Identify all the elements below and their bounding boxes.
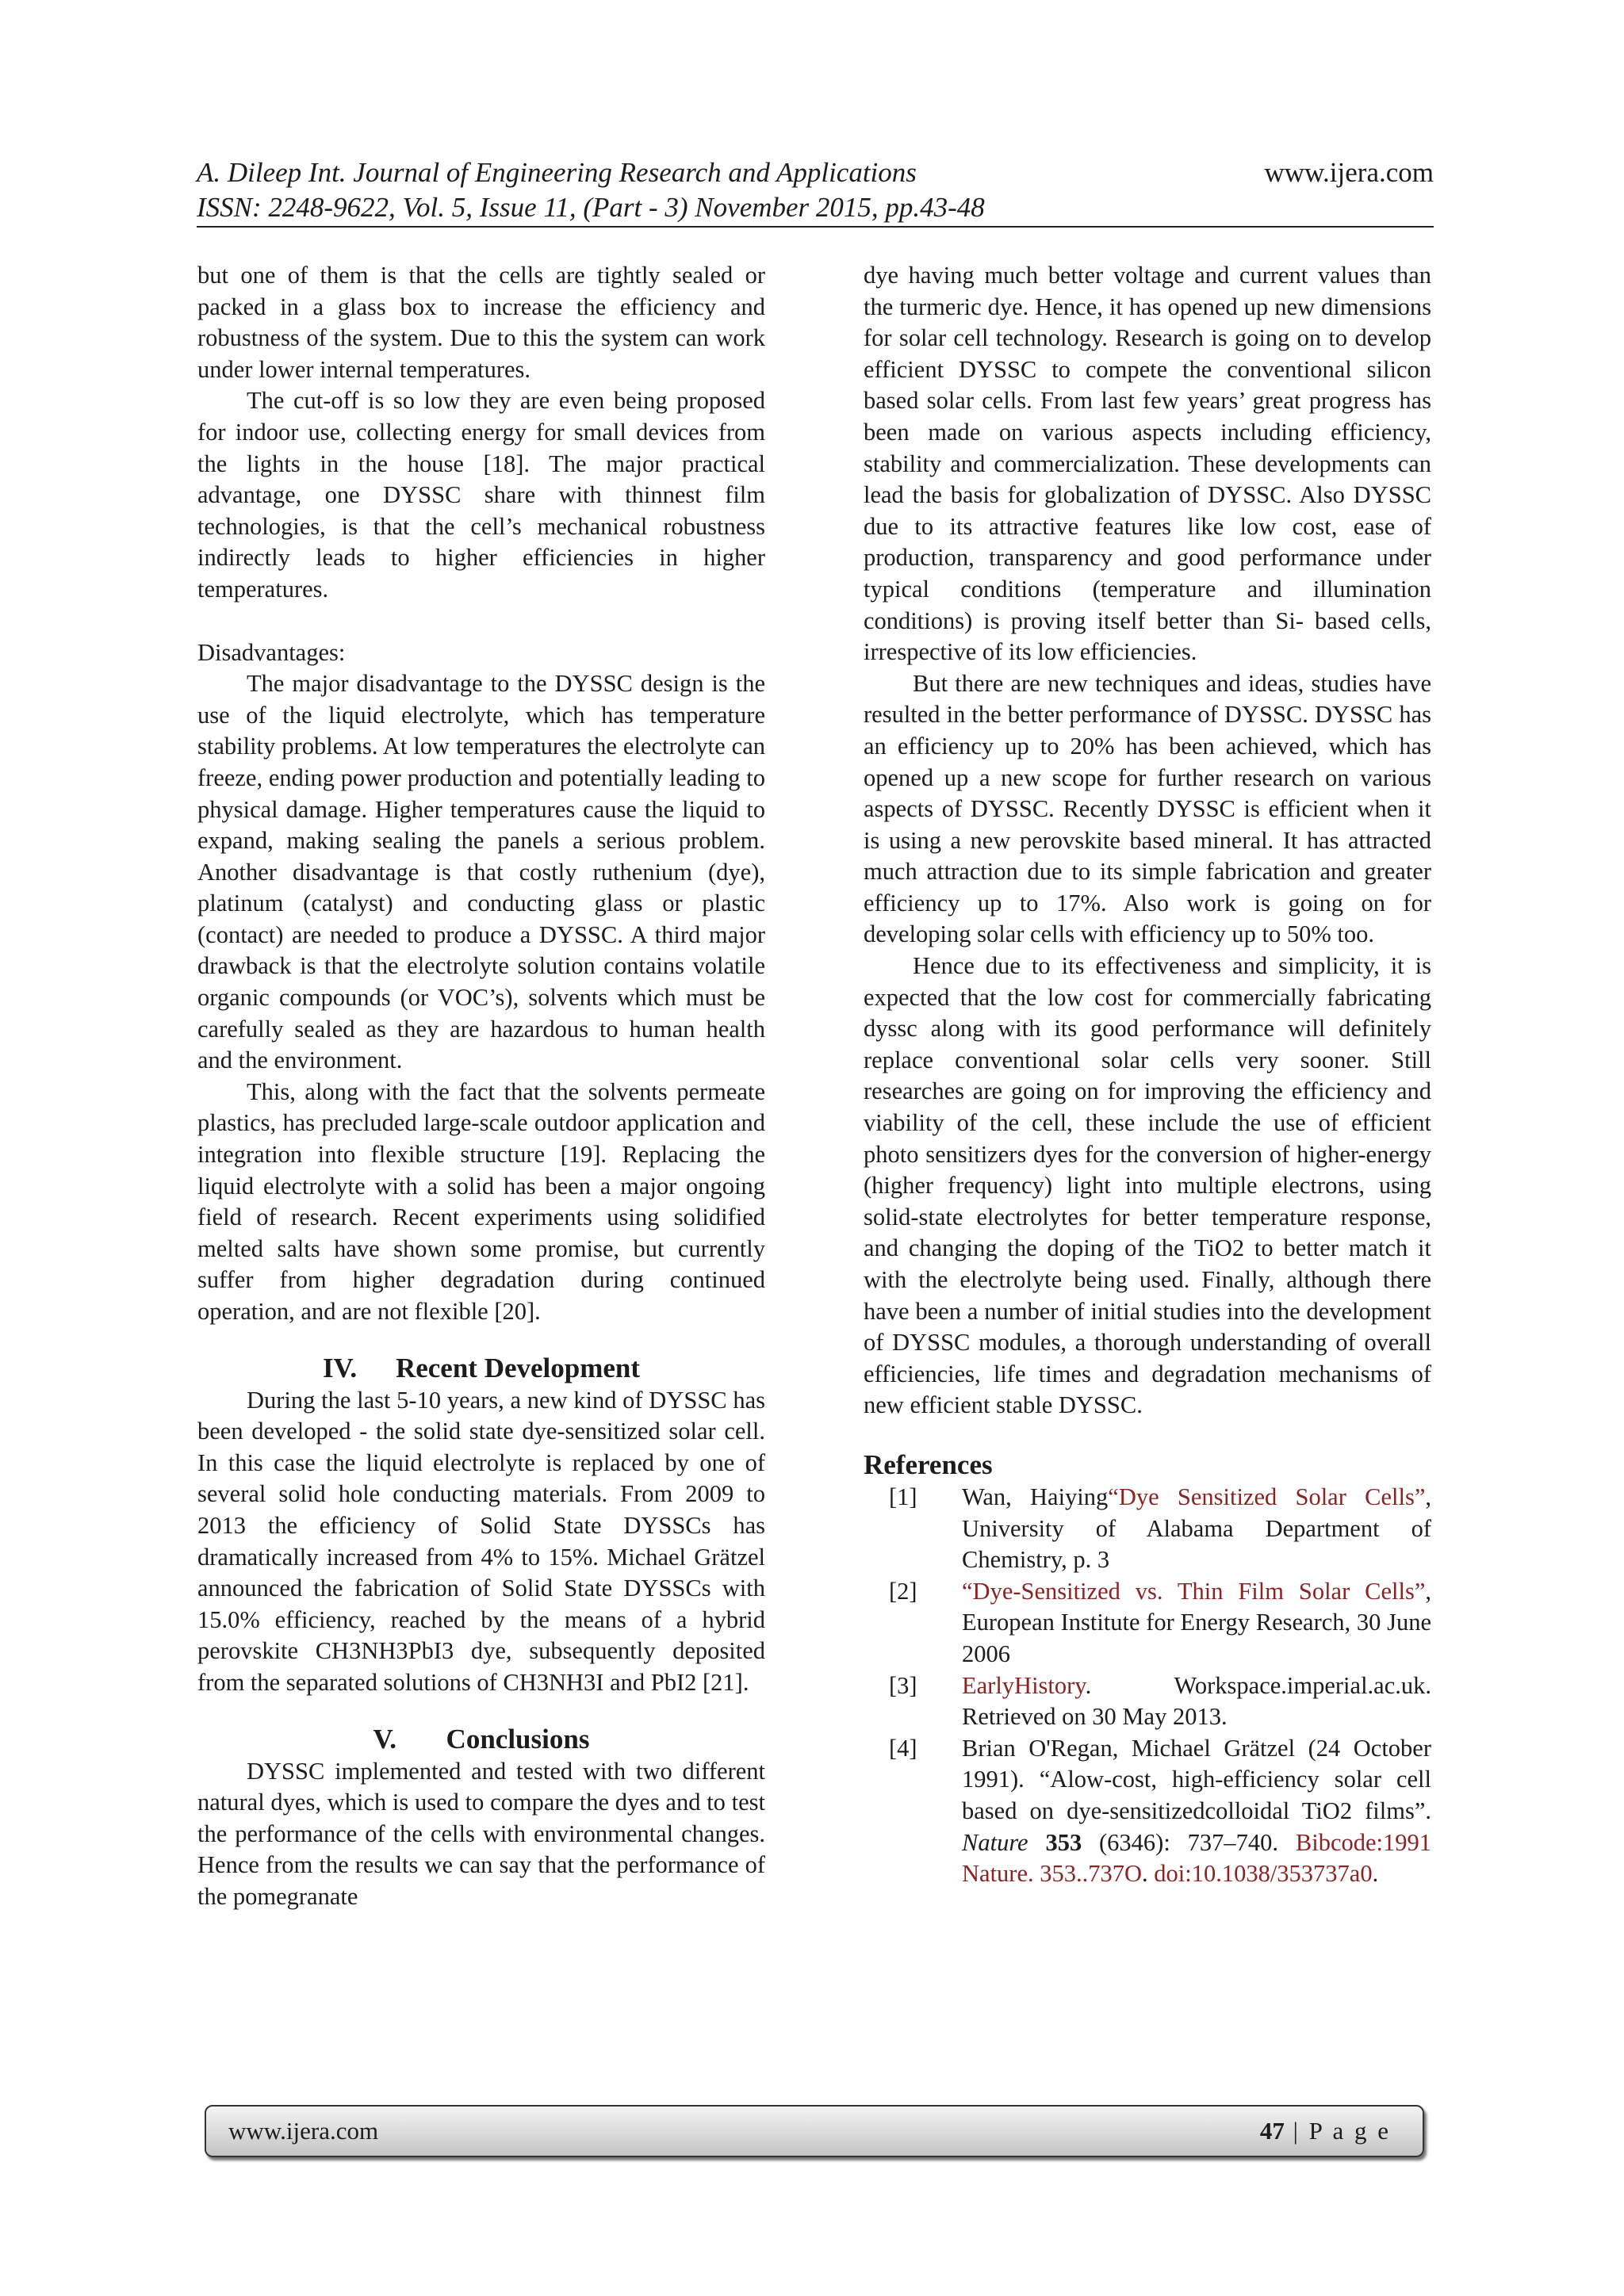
reference-journal: Nature [962, 1828, 1028, 1856]
page-word: | P a g e [1284, 2117, 1391, 2145]
header-website-link[interactable]: www.ijera.com [1264, 157, 1434, 188]
page-number: 47 [1259, 2117, 1285, 2145]
section-heading-conclusions [197, 1723, 765, 1756]
reference-number: [1] [889, 1483, 917, 1510]
paragraph: dye having much better voltage and current values than the turmeric dye. Hence, it has opened up new dimensions for solar cell technology. Research is going on to develop efficient DYSSC to compete the conventional silicon based solar cells. From last few years’ great progress has been made on various aspects including efficiency, stability and commercialization. These developments can lead the basis for globalization of DYSSC. Also DYSSC due to its attractive features like low cost, ease of production, transparency and good performance under typical conditions (temperature and illumination conditions) is proving itself better than Si- based cells, irrespective of its low efficiencies. [864, 262, 1431, 666]
reference-link[interactable]: EarlyHistory [962, 1671, 1086, 1699]
paragraph: Hence due to its effectiveness and simplicity, it is expected that the low cost for commercially fabricating dyssc along with its good performance will definitely replace conventional solar cells very sooner. Still researches are going on for improving the efficiency and viability of the cell, these include the use of efficient photo sensitizers dyes for the conversion of higher-energy (higher frequency) light into multiple electrons, using solid-state electrolytes for better temperature response, and changing the doping of the TiO2 to better match it with the electrolyte being used. Finally, although there have been a number of initial studies into the development of DYSSC modules, a thorough understanding of overall efficiencies, life times and degradation mechanisms of new efficient stable DYSSC. [864, 952, 1431, 1419]
journal-title: A. Dileep Int. Journal of Engineering Research and Applications [197, 157, 917, 188]
reference-author: Wan, Haiying [962, 1483, 1109, 1510]
reference-text [962, 1576, 1431, 1670]
running-header [197, 155, 1434, 225]
reference-doi-link[interactable]: doi:10.1038/353737a0 [1154, 1860, 1373, 1888]
reference-detail: , European Institute for Energy Research, 30 June 2006 [962, 1577, 1431, 1667]
right-column [864, 260, 1431, 1890]
disadvantages-label: Disadvantages: [197, 638, 346, 666]
reference-item [864, 1733, 1431, 1890]
paragraph: But there are new techniques and ideas, studies have resulted in the better performance of DYSSC. DYSSC has an efficiency up to 20% has been achieved, which has opened up a new scope for further research on various aspects of DYSSC. Recently DYSSC is efficient when it is using a new perovskite based mineral. It has attracted much attraction due to its simple fabrication and greater efficiency up to 17%. Also work is going on for developing solar cells with efficiency up to 50% too. [864, 669, 1431, 948]
paragraph: This, along with the fact that the solvents permeate plastics, has precluded large-scale outdoor application and integration into flexible structure [19]. Replacing the liquid electrolyte with a solid has been a major ongoing field of research. Recent experiments using solidified melted salts have shown some promise, but currently suffer from higher degradation during continued operation, and are not flexible [20]. [197, 1077, 765, 1325]
reference-link[interactable]: “Dye-Sensitized vs. Thin Film Solar Cells” [962, 1577, 1426, 1605]
paragraph: The major disadvantage to the DYSSC design is the use of the liquid electrolyte, which has temperature stability problems. At low temperatures the electrolyte can freeze, ending power production and potentially leading to physical damage. Higher temperatures cause the liquid to expand, making sealing the panels a serious problem. Another disadvantage is that costly ruthenium (dye), platinum (catalyst) and conducting glass or plastic (contact) are needed to produce a DYSSC. A third major drawback is that the electrolyte solution contains volatile organic compounds (or VOC’s), solvents which must be carefully sealed as they are hazardous to human health and the environment. [197, 670, 765, 1074]
reference-item [864, 1576, 1431, 1670]
page-number-label [1260, 2117, 1391, 2145]
reference-pages: (6346): 737–740. [1082, 1828, 1296, 1856]
spacer [197, 606, 765, 637]
section-number: IV. [322, 1352, 358, 1383]
references-heading: References [864, 1448, 993, 1480]
reference-number: [2] [889, 1577, 917, 1605]
reference-detail: , University of Alabama Department of Chemistry, p. 3 [962, 1483, 1431, 1574]
paragraph: The cut-off is so low they are even being proposed for indoor use, collecting energy for small devices from the lights in the house [18]. The major practical advantage, one DYSSC share with thinnest film technologies, is that the cell’s mechanical robustness indirectly leads to higher efficiencies in higher temperatures. [197, 387, 765, 603]
reference-end: . [1372, 1860, 1379, 1888]
section-heading-recent-development [197, 1352, 765, 1385]
footer-website-link[interactable]: www.ijera.com [228, 2117, 379, 2145]
reference-link[interactable]: “Dye Sensitized Solar Cells” [1108, 1483, 1426, 1510]
section-number: V. [373, 1723, 397, 1755]
section-title: Recent Development [395, 1352, 641, 1383]
header-divider [197, 226, 1434, 228]
issn-line: ISSN: 2248-9622, Vol. 5, Issue 11, (Part - 3) November 2015, pp.43-48 [197, 192, 985, 223]
reference-item [864, 1482, 1431, 1576]
reference-text [962, 1733, 1431, 1890]
reference-number: [3] [889, 1671, 917, 1699]
reference-text [962, 1482, 1431, 1576]
reference-author: Brian O'Regan, Michael Grätzel (24 October 1991). “Alow-cost, high-efficiency solar cell based on dye-sensitizedcolloidal TiO2 films”. [962, 1734, 1431, 1824]
paragraph: During the last 5-10 years, a new kind of DYSSC has been developed - the solid state dye-sensitized solar cell. In this case the liquid electrolyte is replaced by one of several solid hole conducting materials. From 2009 to 2013 the efficiency of Solid State DYSSCs has dramatically increased from 4% to 15%. Michael Grätzel announced the fabrication of Solid State DYSSCs with 15.0% efficiency, reached by the means of a hybrid perovskite CH3NH3PbI3 dye, subsequently deposited from the separated solutions of CH3NH3I and PbI2 [21]. [197, 1386, 765, 1696]
left-column [197, 260, 765, 1913]
paragraph: DYSSC implemented and tested with two different natural dyes, which is used to compare the dyes and to test the performance of the cells with environmental changes. Hence from the results we can say that the performance of the pomegranate [197, 1757, 765, 1910]
reference-item [864, 1670, 1431, 1733]
reference-volume: 353 [1045, 1828, 1082, 1856]
paragraph: but one of them is that the cells are tightly sealed or packed in a glass box to increase the efficiency and robustness of the system. Due to this the system can work under lower internal temperatures. [197, 262, 765, 383]
page-footer [205, 2105, 1424, 2157]
reference-detail: . Workspace.imperial.ac.uk. Retrieved on 30 May 2013. [962, 1671, 1431, 1731]
reference-text [962, 1670, 1431, 1733]
reference-separator: . [1142, 1860, 1155, 1888]
reference-bibcode-link[interactable]: Bibcode:1991 Nature. 353..737O [962, 1828, 1431, 1888]
section-title: Conclusions [446, 1723, 590, 1755]
reference-number: [4] [889, 1734, 917, 1762]
